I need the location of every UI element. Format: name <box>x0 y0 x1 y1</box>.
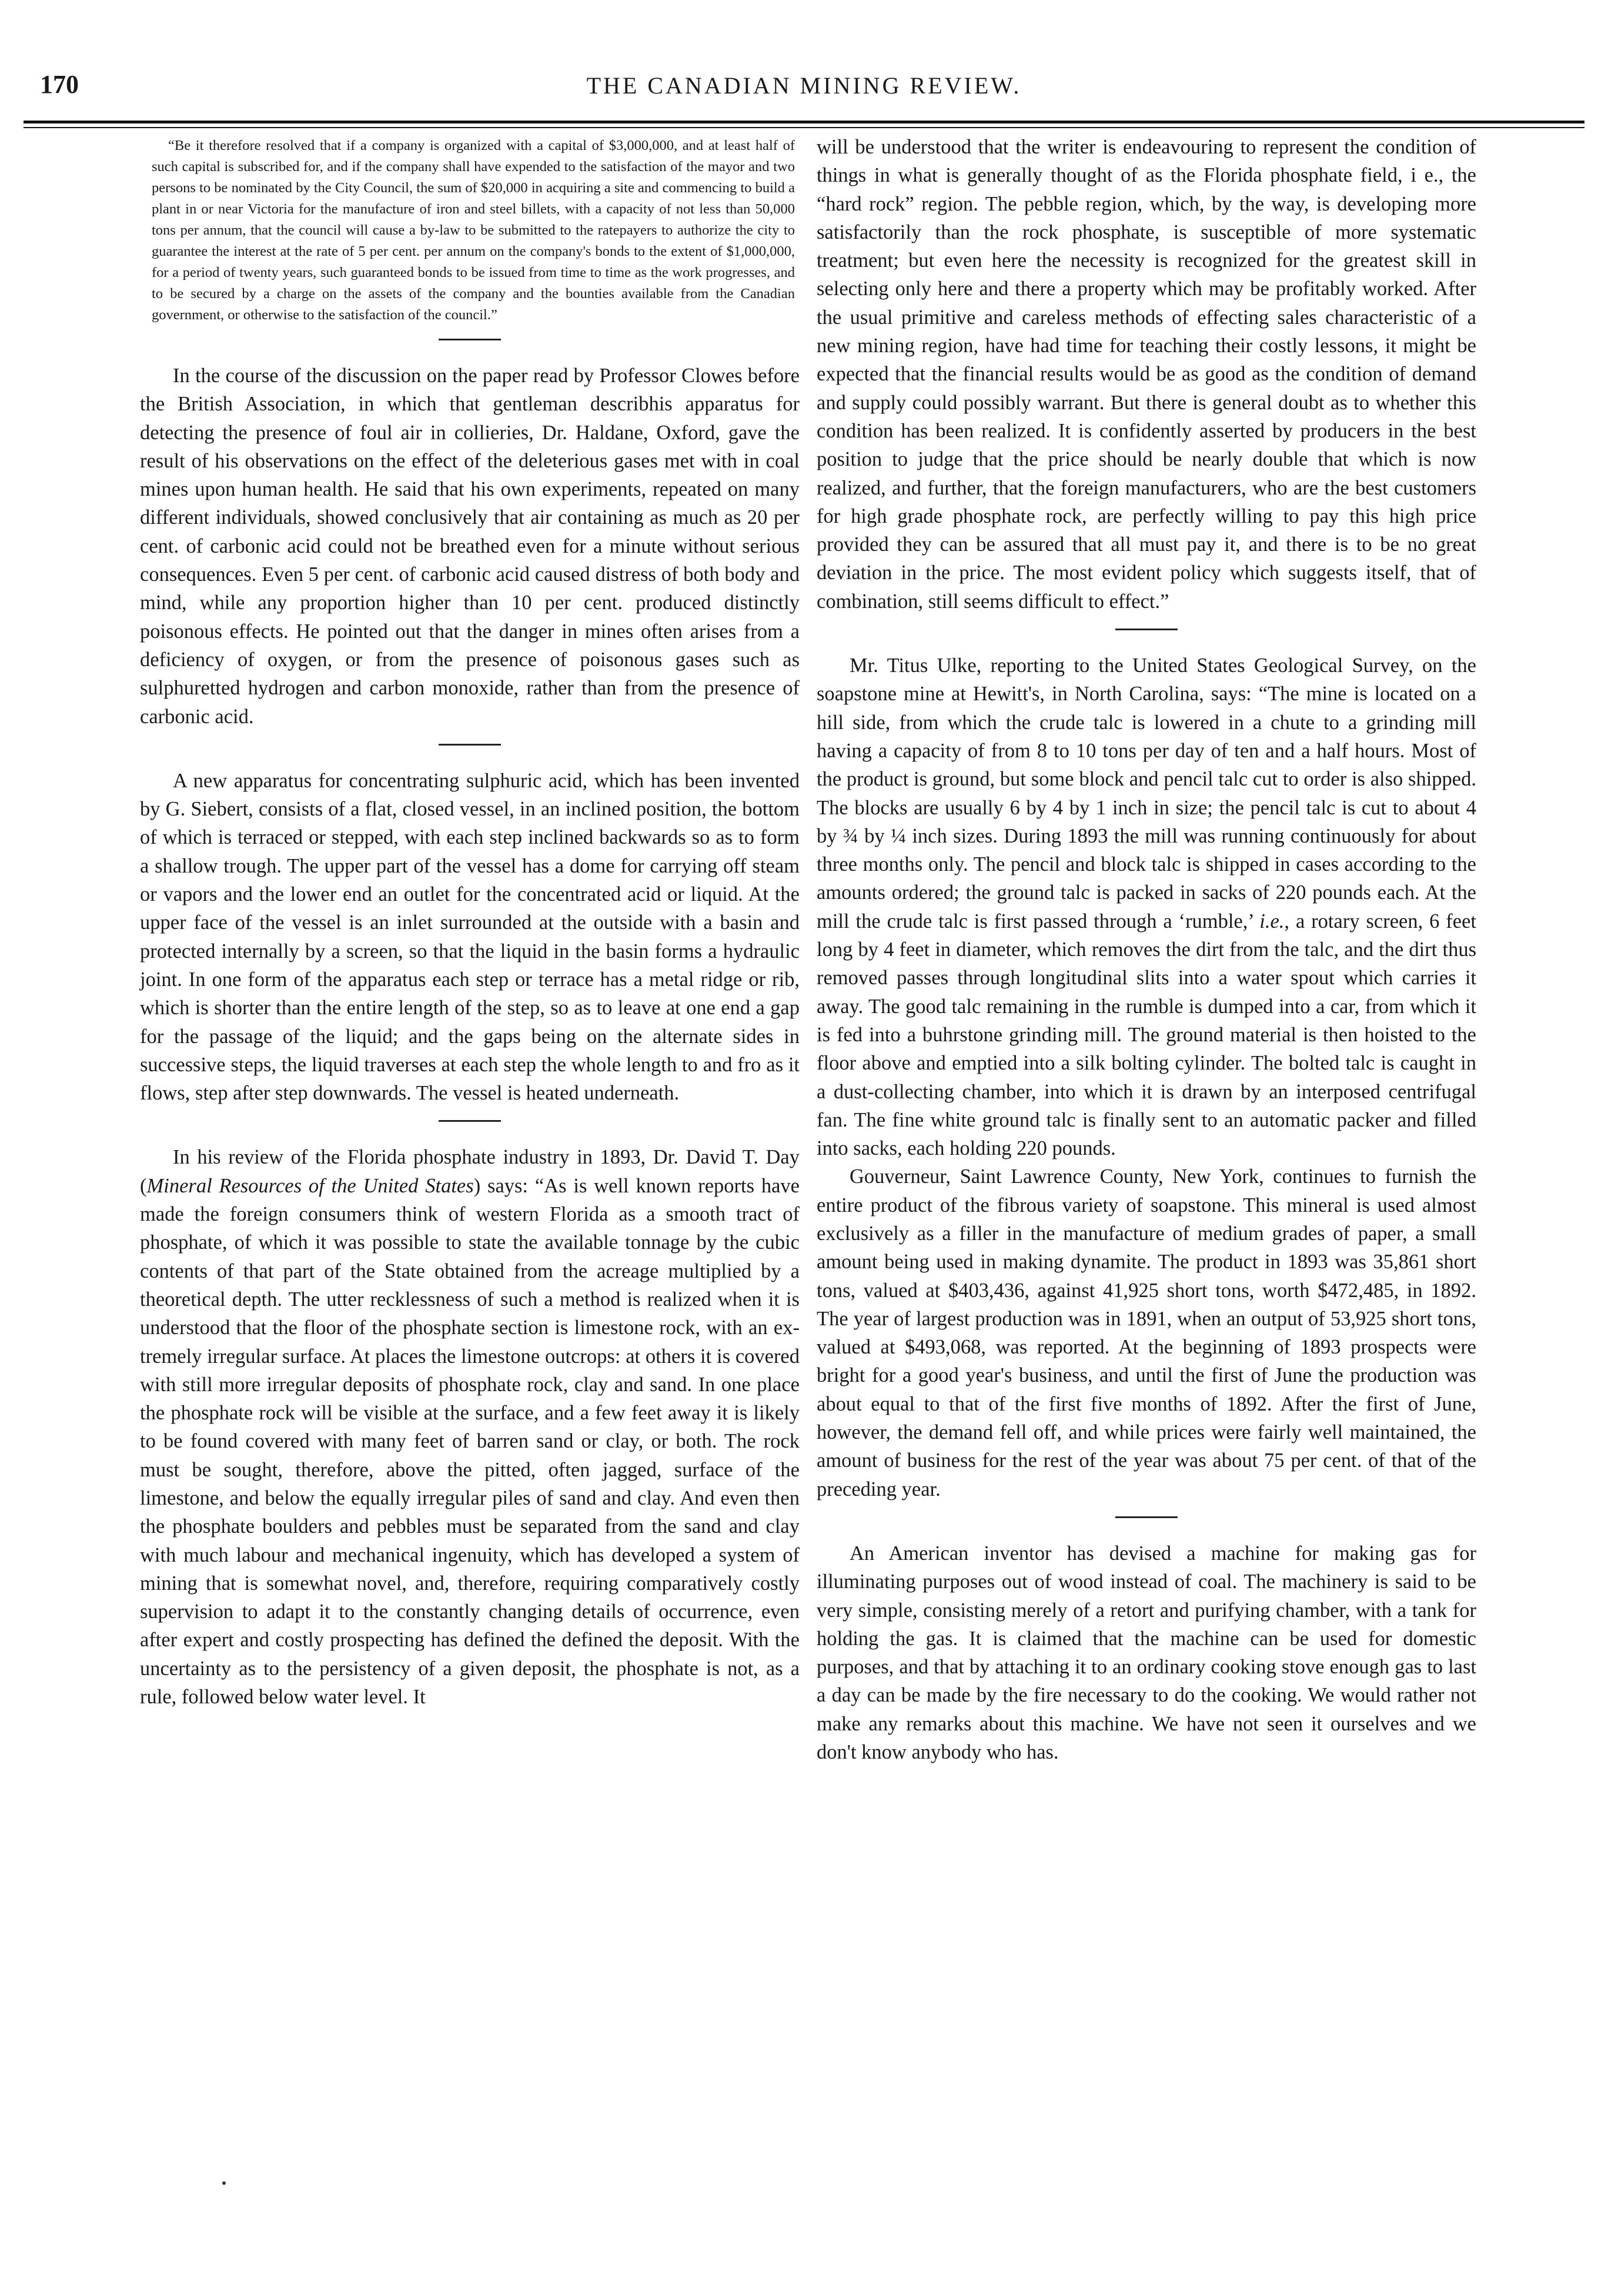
paragraph-sulphuric-acid: A new apparatus for concentrating sulphuric acid, which has been invented by G. Siebert, consists of a flat, closed vessel, in an inclined position, the bottom of which is terraced or stepped, with each step inclined backwards so as to form a shallow trough. The upper part of the vessel has a dome for carrying off steam or vapors and the lower end an outlet for the concentrated acid or liquid. At the upper face of the vessel is an inlet surrounded at the outside with a basin and protected internally by a screen, so that the liquid in the basin forms a hydraulic joint. In one form of the apparatus each step or terrace has a metal ridge or rib, which is shorter than the entire length of the step, so as to leave at one end a gap for the passage of the liquid; and the gaps being on the alternate sides in successive steps, the liquid traverses at each step the whole length to and fro as it flows, step after step downwards. The vessel is heated underneath. <box>140 769 800 1105</box>
paragraph-soapstone-mine <box>817 651 1476 1162</box>
page-header <box>35 69 1573 122</box>
section-divider <box>1115 1516 1178 1518</box>
florida-text-start: In his review of the Florida phosphate industry in 1893, Dr. David T. Day ( <box>140 1146 800 1197</box>
header-rule-thick <box>24 121 1584 123</box>
publication-title: Mineral Resources of the United States <box>146 1174 474 1197</box>
resolution-quote: “Be it therefore resolved that if a company is organized with a capital of $3,000,000, and at least half of such capital is subscribed for, and if the company shall have expended to the satisfaction of the mayor and two persons to be nominated by the City Council, the sum of $20,000 in acquiring a site and commencing to build a plant in or near Victoria for the manufacture of iron and steel billets, with a capacity of not less than 50,000 tons per annum, that the council will cause a by-law to be submitted to the ratepayers to authorize the city to guarantee the interest at the rate of 5 per cent. per annum on the company's bonds to the extent of $1,000,000, for a period of twenty years, such guaranteed bonds to be issued from time to time as the work progresses, and to be secured by a charge on the assets of the company and the bounties available from the Canadian government, or otherwise to the satisfaction of the council.” <box>152 138 795 323</box>
print-speck <box>222 2181 226 2185</box>
section-divider <box>439 339 501 340</box>
paragraph-florida-phosphate <box>140 1143 800 1711</box>
page-number: 170 <box>40 70 79 99</box>
florida-text-rest: ) says: “As is well known reports have made the foreign consumers think of western Florida as a smooth tract of phosphate, of which it was possible to state the available tonnage by the cubic contents of that part of the State obtained from the acreage multiplied by a theoretical depth. The utter recklessness of such a method is realized when it is understood that the floor of the phosphate section is limestone rock, with an extremely irregular surface. At places the limestone outcrops: at others it is covered with still more irregular deposits of phosphate rock, clay and sand. In one place the phosphate rock will be visible at the surface, and a few feet away it is likely to be found covered with many feet of barren sand or clay, or both. The rock must be sought, therefore, above the pitted, often jagged, surface of the limestone, and below the equally irregular piles of sand and clay. And even then the phosphate boulders and pebbles must be separated from the sand and clay with much labour and mechanical ingenuity, which has developed a system of mining that is somewhat novel, and, therefore, requiring comparatively costly supervision to adapt it to the constantly changing details of occurrence, even after expert and costly prospecting has defined the defined the deposit. With the uncertainty as to the persistency of a given deposit, the phosphate is not, as a rule, followed below water level. It <box>140 1174 800 1709</box>
paragraph-gouverneur: Gouverneur, Saint Lawrence County, New York, continues to furnish the entire product of the fibrous variety of soapstone. This mineral is used almost exclusively as a filler in the manufacture of medium grades of paper, a small amount being used in making dynamite. The product in 1893 was 35,861 short tons, valued at $403,436, against 41,925 short tons, worth $472,485, in 1892. The year of largest production was in 1891, when an output of 53,925 short tons, valued at $493,068, was reported. At the beginning of 1893 prospects were bright for a good year's business, and until the first of June the production was about equal to that of the first five months of 1892. After the first of June, however, the demand fell off, and while prices were fairly well maintained, the amount of business for the rest of the year was about 75 per cent. of that of the preceding year. <box>817 1165 1476 1500</box>
journal-title: THE CANADIAN MINING REVIEW. <box>586 72 1022 99</box>
left-column <box>140 133 800 1711</box>
section-divider <box>1115 629 1178 630</box>
paragraph-florida-continued: will be understood that the writer is endeavouring to represent the condition of things in what is generally thought of as the Florida phosphate field, i e., the “hard rock” region. The pebble region, which, by the way, is developing more satisfactorily than the rock phosphate, is susceptible of more systematic treatment; but even here the necessity is recognized for the greatest skill in selecting only here and there a property which may be profitably worked. After the usual primitive and careless methods of effecting sales characteristic of a new mining region, have had time for teaching their costly lessons, it might be expected that the financial results would be as good as the condition of demand and supply could possibly warrant. But there is general doubt as to whether this condition has been realized. It is confidently asserted by producers in the best position to judge that the price should be nearly double that which is now realized, and further, that the foreign manufacturers, who are the best customers for high grade phosphate rock, are perfectly willing to pay this high price provided they can be assured that all must pay it, and there is to be no great deviation in the price. The most evident policy which suggests itself, that of combination, still seems difficult to effect.” <box>817 136 1476 613</box>
latin-abbreviation: i.e. <box>1259 910 1285 933</box>
soapstone-text-rest: , a rotary screen, 6 feet long by 4 feet in diameter, which removes the dirt from the talc, and the dirt thus removed passes through longitudinal slits into a water spout which carries it away. The good talc remaining in the rumble is dumped into a car, from which it is fed into a buhrstone grinding mill. The ground material is then hoisted to the floor above and emptied into a silk bolting cylinder. The bolted talc is caught in a dust-collecting chamber, into which it is drawn by an interposed centrifugal fan. The fine white ground talc is finally sent to an automatic packer and filled into sacks, each holding 220 pounds. <box>817 910 1476 1160</box>
header-rule-thin <box>24 127 1584 128</box>
right-column <box>817 133 1476 1766</box>
section-divider <box>439 1120 501 1122</box>
paragraph-foul-air: In the course of the discussion on the paper read by Professor Clowes before the British Association, in which that gentleman describhis apparatus for detecting the presence of foul air in collieries, Dr. Haldane, Oxford, gave the result of his observations on the effect of the deleterious gases met with in coal mines upon human health. He said that his own experiments, repeated on many different individuals, showed conclusively that air containing as much as 20 per cent. of carbonic acid could not be breathed even for a minute without serious consequences. Even 5 per cent. of carbonic acid caused distress of both body and mind, while any proportion higher than 10 per cent. produced distinctly poisonous effects. He pointed out that the danger in mines often arises from a deficiency of oxygen, or from the presence of poisonous gases such as sulphuretted hydrogen and carbon monoxide, rather than from the presence of carbonic acid. <box>140 365 800 728</box>
section-divider <box>439 744 501 746</box>
paragraph-gas-machine: An American inventor has devised a machine for making gas for illuminating purposes out of wood instead of coal. The machinery is said to be very simple, consisting merely of a retort and purifying chamber, with a tank for holding the gas. It is claimed that the machine can be used for domestic purposes, and that by attaching it to an ordinary cooking stove enough gas to last a day can be made by the fire necessary to do the cooking. We would rather not make any remarks about this machine. We have not seen it ourselves and we don't know anybody who has. <box>817 1542 1476 1764</box>
soapstone-text-start: Mr. Titus Ulke, reporting to the United States Geological Survey, on the soapstone mine at Hewitt's, in North Carolina, says: “The mine is located on a hill side, from which the crude talc is lowered in a chute to a grinding mill having a capacity of from 8 to 10 tons per day of ten and a half hours. Most of the product is ground, but some block and pencil talc cut to order is also shipped. The blocks are usually 6 by 4 by 1 inch in size; the pencil talc is cut to about 4 by ¾ by ¼ inch sizes. During 1893 the mill was running continuously for about three months only. The pencil and block talc is shipped in cases according to the amounts ordered; the ground talc is packed in sacks of 220 pounds each. At the mill the crude talc is first passed through a ‘rumble,’ <box>817 654 1476 933</box>
